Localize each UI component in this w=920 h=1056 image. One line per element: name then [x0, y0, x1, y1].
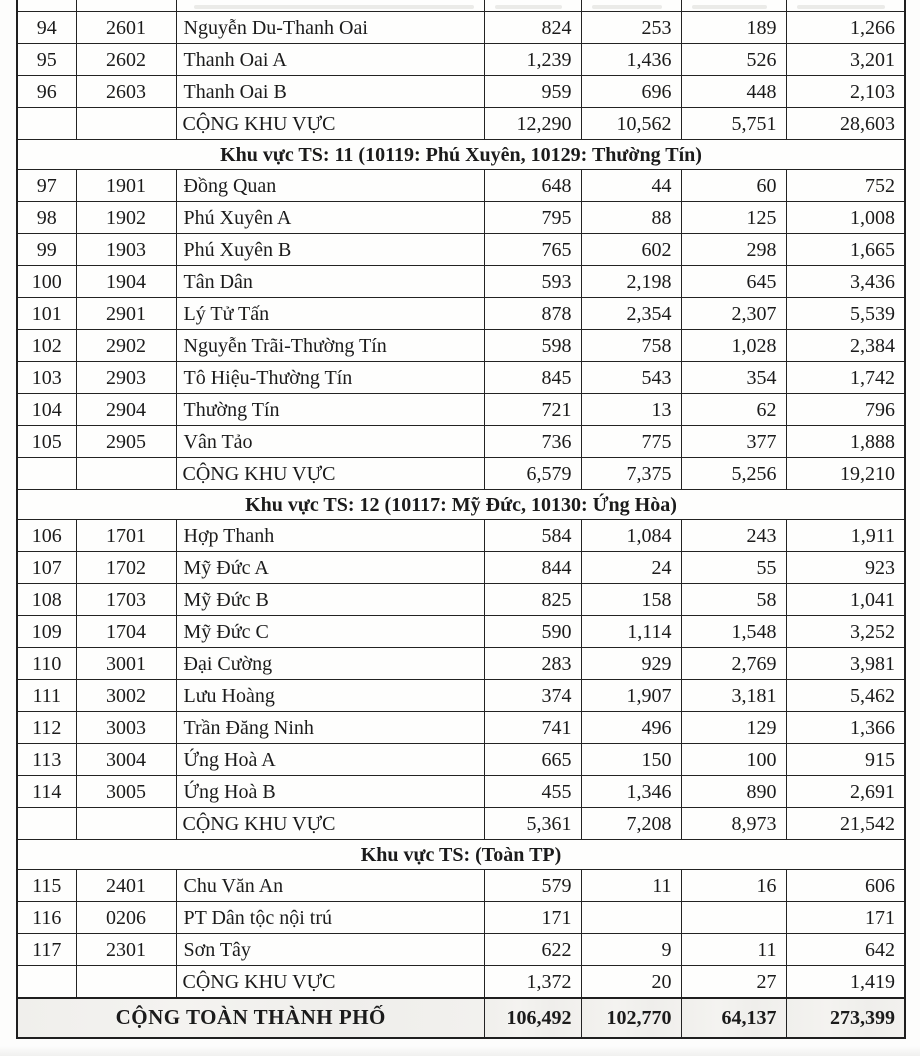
scan-edge-shadow — [0, 1046, 920, 1056]
section-header-title: Khu vực TS: 11 (10119: Phú Xuyên, 10129: Thường Tín) — [17, 140, 905, 170]
cell-count-2: 696 — [581, 76, 681, 108]
cell-count-1: 5,361 — [484, 808, 581, 840]
cell-school-name: Phú Xuyên B — [176, 234, 484, 266]
cell-school-name: Thanh Oai A — [176, 44, 484, 76]
cell-count-2: 11 — [581, 870, 681, 902]
cell-count-3: 377 — [681, 426, 786, 458]
cell-school-name: Tân Dân — [176, 266, 484, 298]
cell-count-1: 741 — [484, 712, 581, 744]
table-row — [17, 330, 905, 362]
cell-count-3: 64,137 — [681, 998, 786, 1038]
cell-count-3: 11 — [681, 934, 786, 966]
section-header-row — [17, 840, 905, 870]
cell-count-3: 2,769 — [681, 648, 786, 680]
cell-count-1: 374 — [484, 680, 581, 712]
cell-count-1: 283 — [484, 648, 581, 680]
cell-count-2: 543 — [581, 362, 681, 394]
table-row — [17, 170, 905, 202]
table-row — [17, 934, 905, 966]
cell-school-code: 2903 — [76, 362, 176, 394]
cell-count-3: 189 — [681, 12, 786, 44]
cell-total: 1,888 — [786, 426, 905, 458]
cell-stt: 102 — [17, 330, 76, 362]
cell-count-3-clipped — [681, 0, 786, 12]
cell-count-2: 1,436 — [581, 44, 681, 76]
cell-count-3: 890 — [681, 776, 786, 808]
cell-count-2: 158 — [581, 584, 681, 616]
cell-count-3: 5,256 — [681, 458, 786, 490]
cell-stt: 97 — [17, 170, 76, 202]
cell-total: 3,981 — [786, 648, 905, 680]
cell-count-2: 24 — [581, 552, 681, 584]
cell-count-3: 55 — [681, 552, 786, 584]
cell-total: 3,252 — [786, 616, 905, 648]
cell-school-code: 2602 — [76, 44, 176, 76]
cell-school-name: Tô Hiệu-Thường Tín — [176, 362, 484, 394]
cell-count-2: 1,346 — [581, 776, 681, 808]
table-row — [17, 902, 905, 934]
cell-count-2: 2,354 — [581, 298, 681, 330]
cell-school-code: 1701 — [76, 520, 176, 552]
cell-count-3: 1,028 — [681, 330, 786, 362]
cell-stt: 115 — [17, 870, 76, 902]
table-row — [17, 394, 905, 426]
cell-total: 1,366 — [786, 712, 905, 744]
cell-school-code: 2905 — [76, 426, 176, 458]
cell-total-clipped — [786, 0, 905, 12]
cell-total: 3,201 — [786, 44, 905, 76]
cell-school-code: 2902 — [76, 330, 176, 362]
cell-count-1: 825 — [484, 584, 581, 616]
cell-total: 1,008 — [786, 202, 905, 234]
cell-stt-empty — [17, 458, 76, 490]
cell-count-3: 298 — [681, 234, 786, 266]
section-header-row — [17, 140, 905, 170]
cell-total: 5,539 — [786, 298, 905, 330]
cell-total: 5,462 — [786, 680, 905, 712]
cell-school-name: Mỹ Đức A — [176, 552, 484, 584]
cell-school-code: 1704 — [76, 616, 176, 648]
cell-count-1: 648 — [484, 170, 581, 202]
cell-stt: 98 — [17, 202, 76, 234]
cell-total: 1,742 — [786, 362, 905, 394]
cell-school-name: Mỹ Đức B — [176, 584, 484, 616]
cell-code-empty — [76, 458, 176, 490]
cell-total: 2,103 — [786, 76, 905, 108]
cell-school-code: 2401 — [76, 870, 176, 902]
cell-count-3: 1,548 — [681, 616, 786, 648]
section-header-title: Khu vực TS: 12 (10117: Mỹ Đức, 10130: Ứng Hòa) — [17, 490, 905, 520]
cell-count-2: 253 — [581, 12, 681, 44]
cell-count-2: 929 — [581, 648, 681, 680]
cell-total: 273,399 — [786, 998, 905, 1038]
cell-stt: 111 — [17, 680, 76, 712]
cell-count-3: 129 — [681, 712, 786, 744]
cell-count-3: 8,973 — [681, 808, 786, 840]
table-row — [17, 520, 905, 552]
region-subtotal-label: CỘNG KHU VỰC — [176, 808, 484, 840]
cell-stt: 99 — [17, 234, 76, 266]
cell-count-2: 1,907 — [581, 680, 681, 712]
table-row — [17, 12, 905, 44]
cell-count-1: 959 — [484, 76, 581, 108]
cell-code-empty — [76, 808, 176, 840]
cell-total: 2,691 — [786, 776, 905, 808]
table-row — [17, 426, 905, 458]
cell-count-3: 448 — [681, 76, 786, 108]
cell-school-name: Đồng Quan — [176, 170, 484, 202]
cell-count-2: 1,084 — [581, 520, 681, 552]
cell-count-3: 27 — [681, 966, 786, 999]
cell-school-name-clipped — [176, 0, 484, 12]
cell-count-2: 7,375 — [581, 458, 681, 490]
region-subtotal-row — [17, 808, 905, 840]
cell-count-3 — [681, 902, 786, 934]
table-row — [17, 298, 905, 330]
cell-school-code: 0206 — [76, 902, 176, 934]
cell-school-code: 2904 — [76, 394, 176, 426]
cell-stt-empty — [17, 108, 76, 140]
cell-count-1: 579 — [484, 870, 581, 902]
cell-school-code: 1902 — [76, 202, 176, 234]
cell-stt: 113 — [17, 744, 76, 776]
cell-count-3: 60 — [681, 170, 786, 202]
cell-total: 2,384 — [786, 330, 905, 362]
cell-stt: 105 — [17, 426, 76, 458]
cell-total: 171 — [786, 902, 905, 934]
region-subtotal-row — [17, 108, 905, 140]
cell-count-2 — [581, 902, 681, 934]
cell-count-2: 2,198 — [581, 266, 681, 298]
cell-count-1: 765 — [484, 234, 581, 266]
cell-count-3: 243 — [681, 520, 786, 552]
scan-artifact — [692, 5, 767, 9]
cell-total: 28,603 — [786, 108, 905, 140]
cell-school-code: 3004 — [76, 744, 176, 776]
cell-stt: 106 — [17, 520, 76, 552]
cell-total: 606 — [786, 870, 905, 902]
cell-school-name: Sơn Tây — [176, 934, 484, 966]
cell-stt-clipped — [17, 0, 76, 12]
cell-code-empty — [76, 108, 176, 140]
cell-count-1: 598 — [484, 330, 581, 362]
cell-count-3: 526 — [681, 44, 786, 76]
cell-school-code: 1903 — [76, 234, 176, 266]
cell-count-3: 62 — [681, 394, 786, 426]
table-row — [17, 776, 905, 808]
scan-artifact — [797, 5, 886, 9]
cell-count-1: 106,492 — [484, 998, 581, 1038]
cell-count-1: 6,579 — [484, 458, 581, 490]
cell-count-3: 58 — [681, 584, 786, 616]
cell-count-3: 5,751 — [681, 108, 786, 140]
cell-stt: 109 — [17, 616, 76, 648]
table-row — [17, 616, 905, 648]
cell-count-2: 88 — [581, 202, 681, 234]
cell-stt-empty — [17, 808, 76, 840]
cell-code-empty — [76, 966, 176, 999]
cell-count-1: 736 — [484, 426, 581, 458]
cell-total: 3,436 — [786, 266, 905, 298]
cell-count-1: 590 — [484, 616, 581, 648]
cell-stt: 112 — [17, 712, 76, 744]
cell-school-code-clipped — [76, 0, 176, 12]
cell-count-1: 455 — [484, 776, 581, 808]
cell-count-2: 602 — [581, 234, 681, 266]
cell-count-2: 9 — [581, 934, 681, 966]
cell-count-1: 1,239 — [484, 44, 581, 76]
cell-school-name: Mỹ Đức C — [176, 616, 484, 648]
cell-school-name: PT Dân tộc nội trú — [176, 902, 484, 934]
table-row — [17, 552, 905, 584]
cell-count-1: 878 — [484, 298, 581, 330]
cell-count-3: 16 — [681, 870, 786, 902]
cell-total: 1,266 — [786, 12, 905, 44]
table-row — [17, 44, 905, 76]
cell-stt: 114 — [17, 776, 76, 808]
table-row — [17, 744, 905, 776]
cell-stt: 96 — [17, 76, 76, 108]
cell-school-code: 3001 — [76, 648, 176, 680]
admission-statistics-table — [16, 0, 906, 1039]
table-body — [17, 0, 905, 1038]
cell-stt: 108 — [17, 584, 76, 616]
cell-count-1: 665 — [484, 744, 581, 776]
cell-count-1-clipped — [484, 0, 581, 12]
table-row — [17, 76, 905, 108]
cell-count-1: 593 — [484, 266, 581, 298]
cell-total: 1,419 — [786, 966, 905, 999]
cell-count-1: 584 — [484, 520, 581, 552]
cell-count-1: 824 — [484, 12, 581, 44]
city-total-label: CỘNG TOÀN THÀNH PHỐ — [17, 998, 484, 1038]
cell-count-2: 758 — [581, 330, 681, 362]
cell-count-2: 10,562 — [581, 108, 681, 140]
table-row — [17, 680, 905, 712]
cell-total: 1,041 — [786, 584, 905, 616]
scan-artifact — [592, 5, 662, 9]
cell-count-3: 100 — [681, 744, 786, 776]
cell-total: 1,911 — [786, 520, 905, 552]
cell-stt-empty — [17, 966, 76, 999]
cell-count-2: 775 — [581, 426, 681, 458]
cell-count-2: 20 — [581, 966, 681, 999]
cell-school-code: 2901 — [76, 298, 176, 330]
cell-stt: 116 — [17, 902, 76, 934]
cell-count-1: 795 — [484, 202, 581, 234]
cell-count-2: 496 — [581, 712, 681, 744]
cell-school-code: 1703 — [76, 584, 176, 616]
cell-school-name: Đại Cường — [176, 648, 484, 680]
cell-school-name: Phú Xuyên A — [176, 202, 484, 234]
cell-stt: 110 — [17, 648, 76, 680]
cell-school-name: Nguyễn Trãi-Thường Tín — [176, 330, 484, 362]
cell-count-3: 645 — [681, 266, 786, 298]
cell-school-name: Thanh Oai B — [176, 76, 484, 108]
cell-school-code: 3002 — [76, 680, 176, 712]
cell-school-name: Hợp Thanh — [176, 520, 484, 552]
cell-count-1: 721 — [484, 394, 581, 426]
cell-school-code: 2601 — [76, 12, 176, 44]
table-row-partial-clipped — [17, 0, 905, 12]
table-row — [17, 234, 905, 266]
section-header-title: Khu vực TS: (Toàn TP) — [17, 840, 905, 870]
cell-total: 923 — [786, 552, 905, 584]
cell-school-code: 1901 — [76, 170, 176, 202]
cell-count-2: 102,770 — [581, 998, 681, 1038]
cell-school-name: Thường Tín — [176, 394, 484, 426]
region-subtotal-label: CỘNG KHU VỰC — [176, 966, 484, 999]
cell-school-code: 2301 — [76, 934, 176, 966]
table-row — [17, 584, 905, 616]
cell-school-name: Vân Tảo — [176, 426, 484, 458]
cell-count-1: 1,372 — [484, 966, 581, 999]
cell-stt: 94 — [17, 12, 76, 44]
cell-school-name: Trần Đăng Ninh — [176, 712, 484, 744]
region-subtotal-label: CỘNG KHU VỰC — [176, 108, 484, 140]
region-subtotal-row — [17, 458, 905, 490]
cell-count-1: 844 — [484, 552, 581, 584]
cell-school-name: Lưu Hoàng — [176, 680, 484, 712]
cell-school-code: 3003 — [76, 712, 176, 744]
cell-school-name: Lý Tử Tấn — [176, 298, 484, 330]
table-row — [17, 202, 905, 234]
cell-total: 1,665 — [786, 234, 905, 266]
cell-count-2: 7,208 — [581, 808, 681, 840]
cell-total: 915 — [786, 744, 905, 776]
cell-school-code: 2603 — [76, 76, 176, 108]
cell-stt: 117 — [17, 934, 76, 966]
cell-count-1: 12,290 — [484, 108, 581, 140]
cell-stt: 95 — [17, 44, 76, 76]
cell-count-2: 1,114 — [581, 616, 681, 648]
cell-school-name: Ứng Hoà A — [176, 744, 484, 776]
cell-school-name: Nguyễn Du-Thanh Oai — [176, 12, 484, 44]
cell-stt: 103 — [17, 362, 76, 394]
cell-count-3: 3,181 — [681, 680, 786, 712]
region-subtotal-row — [17, 966, 905, 999]
cell-total: 642 — [786, 934, 905, 966]
city-total-row — [17, 998, 905, 1038]
table-row — [17, 648, 905, 680]
region-subtotal-label: CỘNG KHU VỰC — [176, 458, 484, 490]
cell-stt: 101 — [17, 298, 76, 330]
table-row — [17, 712, 905, 744]
table-row — [17, 266, 905, 298]
cell-count-2: 13 — [581, 394, 681, 426]
cell-school-code: 1702 — [76, 552, 176, 584]
cell-total: 21,542 — [786, 808, 905, 840]
scan-artifact — [194, 5, 474, 9]
cell-count-2: 44 — [581, 170, 681, 202]
section-header-row — [17, 490, 905, 520]
cell-school-name: Ứng Hoà B — [176, 776, 484, 808]
cell-total: 752 — [786, 170, 905, 202]
cell-count-2: 150 — [581, 744, 681, 776]
cell-count-2-clipped — [581, 0, 681, 12]
cell-total: 796 — [786, 394, 905, 426]
cell-stt: 104 — [17, 394, 76, 426]
cell-total: 19,210 — [786, 458, 905, 490]
cell-stt: 100 — [17, 266, 76, 298]
cell-count-1: 845 — [484, 362, 581, 394]
cell-school-code: 1904 — [76, 266, 176, 298]
cell-count-1: 622 — [484, 934, 581, 966]
cell-count-1: 171 — [484, 902, 581, 934]
cell-count-3: 354 — [681, 362, 786, 394]
cell-count-3: 125 — [681, 202, 786, 234]
scan-artifact — [495, 5, 562, 9]
cell-school-name: Chu Văn An — [176, 870, 484, 902]
table-row — [17, 362, 905, 394]
cell-school-code: 3005 — [76, 776, 176, 808]
cell-count-3: 2,307 — [681, 298, 786, 330]
table-row — [17, 870, 905, 902]
cell-stt: 107 — [17, 552, 76, 584]
